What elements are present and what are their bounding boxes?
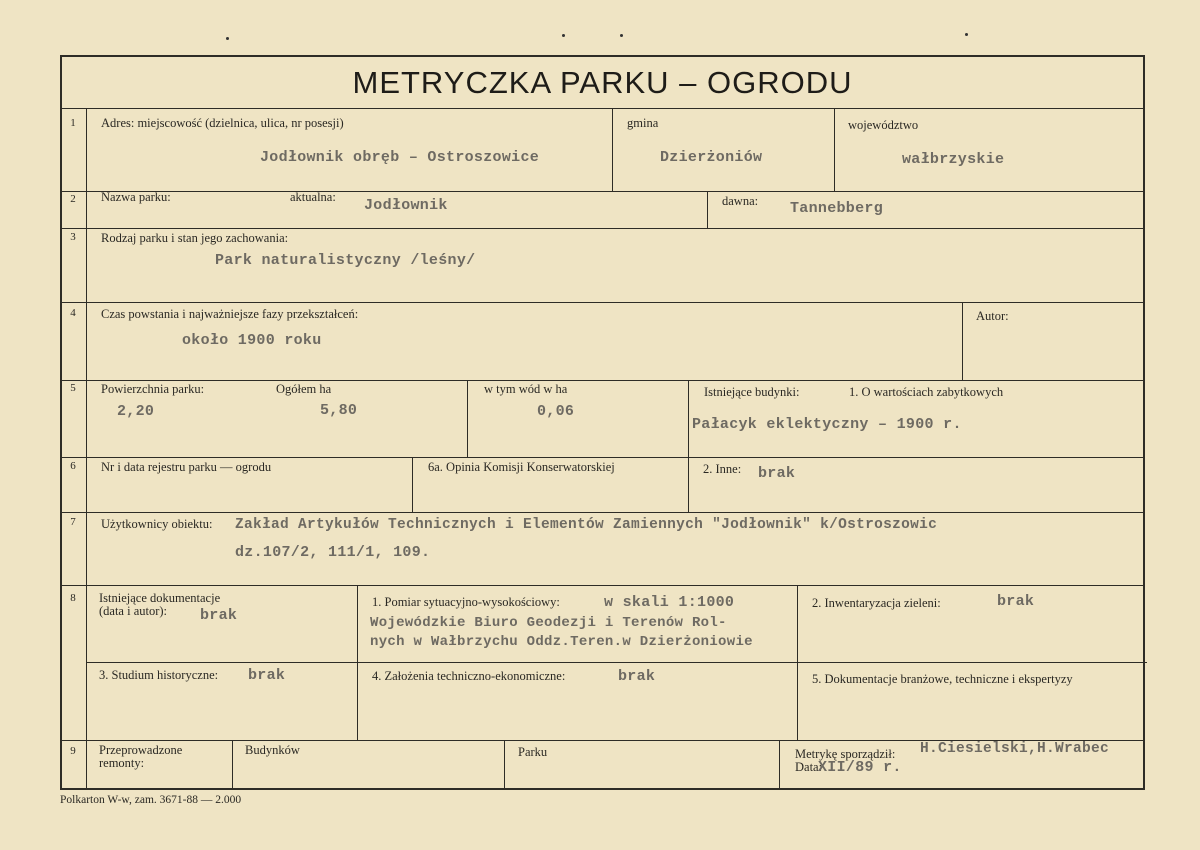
existing-docs-label: Istniejące dokumentacje bbox=[99, 591, 221, 605]
row-divider bbox=[62, 585, 1143, 586]
wojewodztwo-value: wałbrzyskie bbox=[902, 151, 1005, 168]
technical-assumptions-label: 4. Założenia techniczno-ekonomiczne: bbox=[372, 669, 566, 683]
repairs-label-2: remonty: bbox=[99, 756, 145, 770]
existing-docs-value: brak bbox=[200, 607, 238, 624]
date-label: Data: bbox=[795, 760, 823, 774]
survey-value-line2: Wojewódzkie Biuro Geodezji i Terenów Rol- bbox=[370, 615, 727, 631]
address-value: Jodłownik obręb – Ostroszowice bbox=[260, 149, 540, 166]
users-value-line2: dz.107/2, 111/1, 109. bbox=[235, 544, 431, 561]
existing-docs-label-2: (data i autor): bbox=[99, 604, 168, 618]
historical-study-value: brak bbox=[248, 667, 286, 684]
row-number: 2 bbox=[70, 193, 76, 205]
users-value-line1: Zakład Artykułów Technicznych i Elementów Zamiennych "Jodłownik" k/Ostroszowic bbox=[235, 517, 938, 533]
repairs-label: Przeprowadzone bbox=[99, 743, 183, 757]
row-number: 8 bbox=[70, 592, 76, 604]
greenery-inventory-label: 2. Inwentaryzacja zieleni: bbox=[812, 596, 941, 610]
prepared-by-value: H.Ciesielski,H.Wrabec bbox=[920, 741, 1110, 757]
other-buildings-label: 2. Inne: bbox=[703, 462, 742, 476]
register-label: Nr i data rejestru parku — ogrodu bbox=[101, 460, 272, 474]
row-divider bbox=[62, 380, 1143, 381]
row-divider bbox=[62, 457, 1143, 458]
current-name-value: Jodłownik bbox=[364, 197, 448, 214]
prepared-by-label: Metrykę sporządził: bbox=[795, 747, 896, 761]
former-name-label: dawna: bbox=[722, 194, 759, 208]
printer-footer: Polkarton W-w, zam. 3671-88 — 2.000 bbox=[60, 794, 242, 806]
area-label: Powierzchnia parku: bbox=[101, 382, 205, 396]
row-number: 5 bbox=[70, 382, 76, 394]
gmina-value: Dzierżoniów bbox=[660, 149, 763, 166]
date-value: XII/89 r. bbox=[818, 759, 902, 776]
row-divider bbox=[62, 302, 1143, 303]
users-label: Użytkownicy obiektu: bbox=[101, 517, 213, 531]
row-number: 3 bbox=[70, 231, 76, 243]
row-number: 7 bbox=[70, 516, 76, 528]
former-name-value: Tannebberg bbox=[790, 200, 884, 217]
row-number: 4 bbox=[70, 307, 76, 319]
number-column-divider bbox=[86, 109, 87, 790]
monument-buildings-label: 1. O wartościach zabytkowych bbox=[849, 385, 1004, 399]
row-number: 1 bbox=[70, 117, 76, 129]
author-label: Autor: bbox=[976, 309, 1009, 323]
monument-buildings-value: Pałacyk eklektyczny – 1900 r. bbox=[692, 416, 962, 433]
row-divider bbox=[62, 228, 1143, 229]
origin-value: około 1900 roku bbox=[182, 332, 322, 349]
historical-study-label: 3. Studium historyczne: bbox=[99, 668, 219, 682]
origin-label: Czas powstania i najważniejsze fazy przekształceń: bbox=[101, 307, 359, 321]
row-divider bbox=[87, 662, 1147, 663]
park-name-label: Nazwa parku: bbox=[101, 190, 171, 204]
total-area-value: 5,80 bbox=[320, 402, 358, 419]
technical-assumptions-value: brak bbox=[618, 668, 656, 685]
card-title: METRYCZKA PARKU – OGRODU bbox=[62, 57, 1143, 109]
park-type-label: Rodzaj parku i stan jego zachowania: bbox=[101, 231, 289, 245]
branch-docs-label: 5. Dokumentacje branżowe, techniczne i ekspertyzy bbox=[812, 672, 1073, 686]
water-area-value: 0,06 bbox=[537, 403, 575, 420]
park-record-card bbox=[60, 55, 1145, 790]
repairs-buildings-label: Budynków bbox=[245, 743, 300, 757]
survey-value-line1: w skali 1:1000 bbox=[604, 594, 735, 611]
park-type-value: Park naturalistyczny /leśny/ bbox=[215, 252, 476, 269]
gmina-label: gmina bbox=[627, 116, 659, 130]
survey-value-line3: nych w Wałbrzychu Oddz.Teren.w Dzierżoniowie bbox=[370, 634, 753, 650]
water-area-label: w tym wód w ha bbox=[484, 382, 568, 396]
greenery-inventory-value: brak bbox=[997, 593, 1035, 610]
conservation-opinion-label: 6a. Opinia Komisji Konserwatorskiej bbox=[428, 460, 615, 474]
row-divider bbox=[62, 191, 1143, 192]
survey-label: 1. Pomiar sytuacyjno-wysokościowy: bbox=[372, 595, 560, 609]
wojewodztwo-label: województwo bbox=[848, 118, 919, 132]
other-buildings-value: brak bbox=[758, 465, 796, 482]
repairs-park-label: Parku bbox=[518, 745, 548, 759]
row-divider bbox=[62, 512, 1143, 513]
area-value: 2,20 bbox=[117, 403, 155, 420]
address-label: Adres: miejscowość (dzielnica, ulica, nr posesji) bbox=[101, 116, 344, 130]
current-name-label: aktualna: bbox=[290, 190, 336, 204]
buildings-label: Istniejące budynki: bbox=[704, 385, 800, 399]
total-area-label: Ogółem ha bbox=[276, 382, 332, 396]
row-number: 6 bbox=[70, 460, 76, 472]
row-number: 9 bbox=[70, 745, 76, 757]
